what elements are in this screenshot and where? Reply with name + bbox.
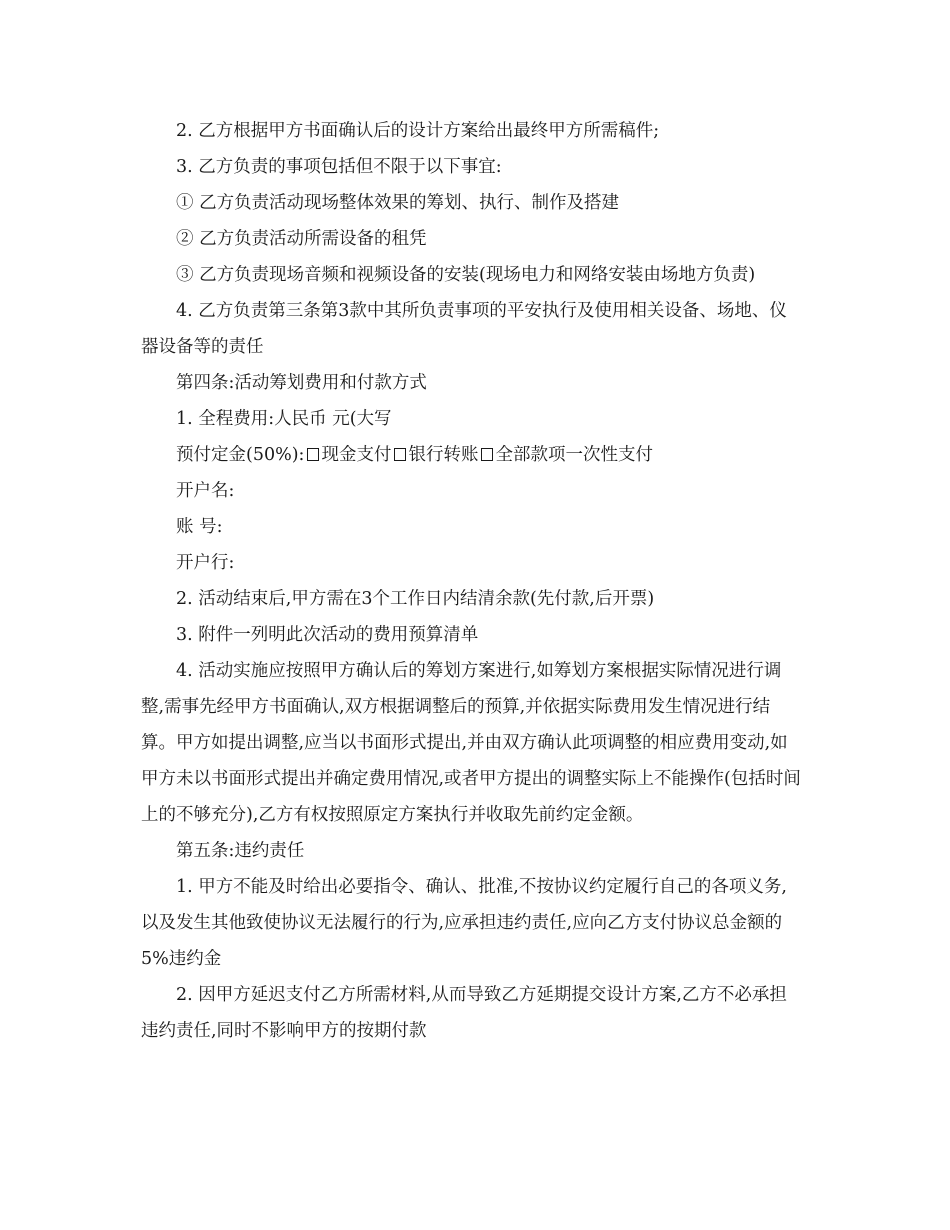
account-number-line: 账 号: <box>176 517 223 537</box>
clause-3-3-item-2: ② 乙方负责活动所需设备的租凭 <box>176 229 427 249</box>
clause-3-4: 4. 乙方负责第三条第3款中其所负责事项的平安执行及使用相关设备、场地、仪器设备等的责任 <box>141 301 787 357</box>
clause-4-4: 4. 活动实施应按照甲方确认后的筹划方案进行,如筹划方案根据实际情况进行调整,需事先经甲方书面确认,双方根据调整后的预算,并依据实际费用发生情况进行结算。甲方如提出调整,应当以书面形式提出,并由双方确认此项调整的相应费用变动,如甲方未以书面形式提出并确定费用情况,或者甲方提出的调整实际上不能操作(包括时间上的不够充分),乙方有权按照原定方案执行并收取先前约定金额。 <box>141 661 801 825</box>
clause-4-1: 1. 全程费用:人民币 元(大写 <box>176 409 392 429</box>
clause-3-3-item-1: ① 乙方负责活动现场整体效果的筹划、执行、制作及搭建 <box>176 193 620 213</box>
option-bank-label: 银行转账 <box>408 445 479 465</box>
account-bank-line: 开户行: <box>176 553 235 573</box>
deposit-label: 预付定金(50%): <box>176 445 305 465</box>
clause-5-2: 2. 因甲方延迟支付乙方所需材料,从而导致乙方延期提交设计方案,乙方不必承担违约责任,同时不影响甲方的按期付款 <box>141 985 787 1041</box>
account-name-line: 开户名: <box>176 481 235 501</box>
contract-body <box>141 113 801 1049</box>
option-cash-label: 现金支付 <box>321 445 392 465</box>
article-5-heading: 第五条:违约责任 <box>176 841 305 861</box>
checkbox-full[interactable] <box>481 448 493 461</box>
clause-4-2: 2. 活动结束后,甲方需在3个工作日内结清余款(先付款,后开票) <box>176 589 655 609</box>
clause-3-2: 2. 乙方根据甲方书面确认后的设计方案给出最终甲方所需稿件; <box>176 121 660 141</box>
clause-4-3: 3. 附件一列明此次活动的费用预算清单 <box>176 625 479 645</box>
checkbox-cash[interactable] <box>307 448 319 461</box>
clause-5-1: 1. 甲方不能及时给出必要指令、确认、批准,不按协议约定履行自己的各项义务,以及发生其他致使协议无法履行的行为,应承担违约责任,应向乙方支付协议总金额的5%违约金 <box>141 877 787 969</box>
clause-3-3-item-3: ③ 乙方负责现场音频和视频设备的安装(现场电力和网络安装由场地方负责) <box>176 265 756 285</box>
article-4-heading: 第四条:活动筹划费用和付款方式 <box>176 373 427 393</box>
deposit-line <box>141 437 801 473</box>
checkbox-bank[interactable] <box>394 448 406 461</box>
clause-3-3: 3. 乙方负责的事项包括但不限于以下事宜: <box>176 157 502 177</box>
option-full-label: 全部款项一次性支付 <box>495 445 653 465</box>
